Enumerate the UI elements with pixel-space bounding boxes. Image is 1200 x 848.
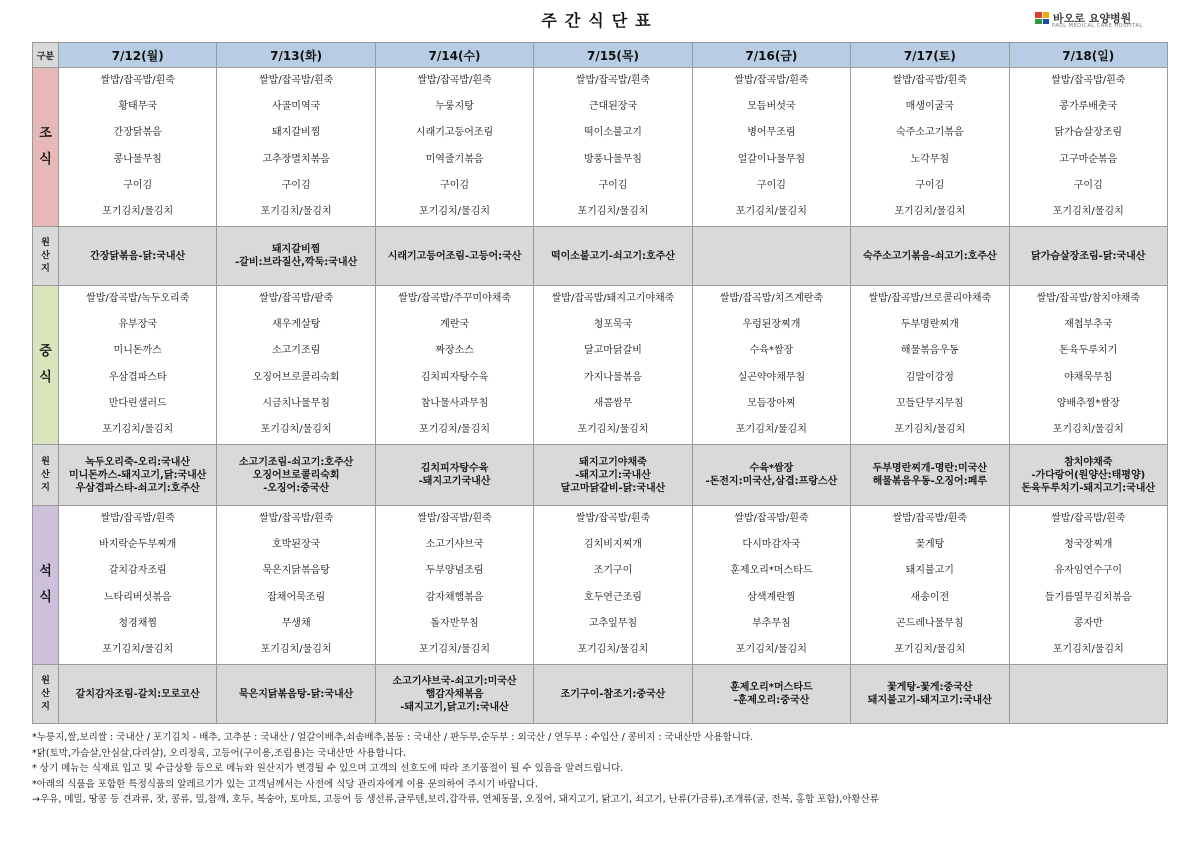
dish-cell <box>375 286 533 445</box>
dish-item: 청국장찌개 <box>1064 539 1113 551</box>
origin-line: -돼지고기:국내산 <box>575 469 651 481</box>
dish-cell <box>692 506 850 665</box>
origin-line: 묵은지닭볶음탕-닭:국내산 <box>238 688 354 700</box>
dish-item: 호두연근조림 <box>583 591 642 603</box>
origin-line: 해물볶음우동-오징어:페루 <box>872 476 988 487</box>
origin-line: 훈제오리*머스타드 <box>730 682 813 693</box>
dish-item: 우삼겹파스타 <box>108 371 167 383</box>
origin-row <box>33 445 1168 506</box>
dish-cell <box>1009 68 1167 227</box>
origin-cell <box>375 445 533 506</box>
origin-line: 참치야채죽 <box>1064 456 1113 468</box>
dish-item: 들기름열무김치볶음 <box>1044 591 1132 603</box>
dish-item: 쌀밥/잡곡밥/흰죽 <box>892 513 967 524</box>
dish-item: 쌀밥/잡곡밥/돼지고기야채죽 <box>551 293 675 304</box>
dish-item: 돌자반무침 <box>430 617 479 629</box>
dish-item: 계란국 <box>440 319 470 331</box>
dish-cell <box>59 506 217 665</box>
dish-item: 삼색계란찜 <box>747 591 796 603</box>
dish-item: 포기김치/물김치 <box>1052 423 1124 435</box>
note-line: *아래의 식품을 포함한 특정식품의 알레르기가 있는 고객님께서는 사전에 식당 관리자에게 이용 문의하여 주시기 바랍니다. <box>32 778 538 790</box>
dish-item: 병어무조림 <box>747 127 796 139</box>
dish-item: 쌀밥/잡곡밥/흰죽 <box>734 513 809 524</box>
origin-label-char: 원 <box>41 456 50 467</box>
meal-label-char: 식 <box>39 152 52 167</box>
dish-item: 쌀밥/잡곡밥/흰죽 <box>575 513 651 524</box>
dish-item: 조기구이 <box>593 565 633 577</box>
dish-item: 만다린샐러드 <box>108 397 167 409</box>
dish-item: 구이김 <box>1073 179 1103 191</box>
corner-label: 구분 <box>33 43 59 68</box>
logo-subtitle: PAUL MEDICAL CARE HOSPITAL <box>1052 23 1143 29</box>
dish-item: 쌀밥/잡곡밥/주꾸미야채죽 <box>398 293 512 304</box>
dish-item: 유자임연수구이 <box>1054 565 1123 577</box>
dish-item: 사골미역국 <box>271 101 321 113</box>
origin-row <box>33 665 1168 724</box>
dish-item: 느타리버섯볶음 <box>103 591 172 603</box>
dish-item: 쌀밥/잡곡밥/흰죽 <box>417 513 492 524</box>
origin-line: 김치피자탕수육 <box>420 463 489 474</box>
meal-row <box>33 286 1168 445</box>
dish-item: 포기김치/물김치 <box>577 205 649 217</box>
dish-item: 포기김치/물김치 <box>735 423 807 435</box>
dish-item: 소고기조림 <box>271 345 321 357</box>
origin-cell <box>534 665 692 724</box>
dish-item: 실곤약야채무침 <box>737 371 806 383</box>
dish-item: 포기김치/물김치 <box>102 643 174 655</box>
origin-label-char: 원 <box>41 675 50 686</box>
dish-cell <box>851 506 1009 665</box>
dish-item: 미니돈까스 <box>113 345 162 357</box>
dish-cell <box>375 68 533 227</box>
origin-line: -돼지고기,닭고기:국내산 <box>400 701 509 713</box>
dish-cell <box>851 286 1009 445</box>
day-header-row <box>33 43 1168 68</box>
dish-item: 고추장멸치볶음 <box>262 153 330 165</box>
meal-row <box>33 68 1168 227</box>
dish-item: 고구마순볶음 <box>1059 153 1118 165</box>
dish-item: 꽃게탕 <box>915 539 945 551</box>
origin-line: 햄감자채볶음 <box>425 688 484 700</box>
origin-cell <box>534 445 692 506</box>
dish-item: 다시마감자국 <box>742 539 801 551</box>
origin-line: 숙주소고기볶음-쇠고기:호주산 <box>862 250 997 262</box>
dish-item: 닭가슴살장조림 <box>1054 127 1123 139</box>
dish-item: 떡이소불고기 <box>583 127 642 139</box>
origin-cell <box>217 445 375 506</box>
dish-cell <box>59 68 217 227</box>
dish-item: 갈치감자조림 <box>108 565 167 577</box>
dish-item: 포기김치/물김치 <box>260 205 332 217</box>
logo-icon <box>1035 12 1049 24</box>
dish-item: 구이김 <box>281 179 311 191</box>
origin-line: 간장닭볶음-닭:국내산 <box>90 250 186 262</box>
dish-cell <box>692 286 850 445</box>
dish-item: 포기김치/물김치 <box>1052 643 1124 655</box>
origin-label-char: 지 <box>41 482 50 493</box>
dish-item: 우렁된장찌개 <box>742 319 801 331</box>
origin-label-char: 지 <box>41 263 50 274</box>
dish-item: 포기김치/물김치 <box>735 205 807 217</box>
origin-cell <box>217 665 375 724</box>
origin-cell <box>59 665 217 724</box>
dish-item: 쌀밥/잡곡밥/흰죽 <box>1051 75 1126 86</box>
dish-item: 구이김 <box>598 179 628 191</box>
origin-label <box>33 665 59 724</box>
meal-label-char: 중 <box>39 344 52 359</box>
origin-line: 소고기조림-쇠고기:호주산 <box>238 456 354 468</box>
dish-item: 쌀밥/잡곡밥/녹두오리죽 <box>86 293 190 304</box>
meal-label <box>33 506 59 665</box>
dish-item: 고추잎무침 <box>588 617 638 629</box>
dish-item: 훈제오리*머스타드 <box>730 565 813 577</box>
dish-item: 누룽지탕 <box>435 101 474 113</box>
dish-item: 청포묵국 <box>593 319 633 331</box>
dish-item: 포기김치/물김치 <box>419 423 491 435</box>
origin-line: 수육*쌈장 <box>749 463 794 474</box>
origin-cell <box>692 227 850 286</box>
dish-item: 쌀밥/잡곡밥/흰죽 <box>100 513 175 524</box>
dish-item: 유부장국 <box>118 319 158 331</box>
dish-item: 포기김치/물김치 <box>577 423 649 435</box>
dish-cell <box>375 506 533 665</box>
dish-item: 김치피자탕수육 <box>420 371 489 383</box>
dish-cell <box>534 506 692 665</box>
dish-item: 쌀밥/잡곡밥/흰죽 <box>258 75 334 86</box>
origin-line: 돼지불고기-돼지고기:국내산 <box>867 695 992 706</box>
origin-cell <box>851 445 1009 506</box>
dish-item: 포기김치/물김치 <box>260 643 332 655</box>
origin-label-char: 원 <box>41 237 50 248</box>
origin-line: -갈비:브라질산,깍둑:국내산 <box>235 257 358 268</box>
dish-item: 달고마닭갈비 <box>583 345 642 357</box>
dish-item: 구이김 <box>440 179 470 191</box>
dish-item: 재첩부추국 <box>1064 319 1113 331</box>
dish-item: 잡채어묵조림 <box>267 591 326 603</box>
dish-item: 쌀밥/잡곡밥/흰죽 <box>258 513 334 524</box>
dish-item: 포기김치/물김치 <box>419 643 491 655</box>
dish-item: 오징어브로콜리숙회 <box>252 371 340 383</box>
dish-item: 김말이강정 <box>905 371 954 383</box>
dish-cell <box>1009 286 1167 445</box>
origin-line: 녹두오리죽-오리:국내산 <box>85 456 191 468</box>
dish-item: 포기김치/물김치 <box>577 643 649 655</box>
origin-line: 돼지고기야채죽 <box>579 456 647 468</box>
origin-line: 우삼겹파스타-쇠고기:호주산 <box>75 482 200 494</box>
dish-item: 간장닭볶음 <box>113 127 162 139</box>
origin-cell <box>1009 445 1167 506</box>
dish-item: 포기김치/물김치 <box>1052 205 1124 217</box>
dish-item: 수육*쌈장 <box>749 345 794 357</box>
dish-item: 쌀밥/잡곡밥/브로콜리야채죽 <box>868 293 992 304</box>
origin-line: -돈전지:미국산,삼겹:프랑스산 <box>705 476 838 487</box>
dish-cell <box>217 506 375 665</box>
dish-item: 새송이전 <box>910 591 950 603</box>
origin-line: -가다랑어(원양산:태평양) <box>1031 469 1146 481</box>
dish-item: 쌀밥/잡곡밥/팥죽 <box>258 293 334 304</box>
dish-item: 바지락순두부찌개 <box>99 539 177 551</box>
origin-line: 조기구이-참조기:중국산 <box>560 688 666 700</box>
meal-row <box>33 506 1168 665</box>
origin-line: -돼지고기국내산 <box>418 476 491 487</box>
meal-label-char: 식 <box>39 590 52 605</box>
weekly-menu-table <box>32 42 1168 724</box>
day-header: 7/18(일) <box>1009 43 1167 68</box>
origin-cell <box>692 445 850 506</box>
origin-cell <box>692 665 850 724</box>
dish-item: 구이김 <box>915 179 945 191</box>
dish-item: 김치비지찌개 <box>583 539 642 551</box>
dish-item: 포기김치/물김치 <box>894 205 966 217</box>
origin-cell <box>1009 665 1167 724</box>
dish-cell <box>217 68 375 227</box>
dish-item: 무생채 <box>281 617 311 629</box>
dish-cell <box>1009 506 1167 665</box>
origin-row <box>33 227 1168 286</box>
dish-item: 구이김 <box>123 179 153 191</box>
dish-item: 구이김 <box>756 179 786 191</box>
note-line: *누룽지,쌀,보리쌀 : 국내산 / 포기김치 - 배추, 고추분 : 국내산 / 얼갈이배추,쇠솜배추,봄동 : 국내산 / 판두부,순두부 : 외국산 / 연두부 : 수입산 / 콩비지 : 국내산만 사용합니다. <box>32 732 754 743</box>
dish-item: 포기김치/물김치 <box>894 423 966 435</box>
origin-line: -훈제오리:중국산 <box>733 695 810 706</box>
dish-item: 포기김치/물김치 <box>260 423 332 435</box>
origin-line: 닭가슴살장조림-닭:국내산 <box>1031 250 1146 262</box>
dish-item: 쌀밥/잡곡밥/흰죽 <box>1051 513 1126 524</box>
note-line: * 상기 메뉴는 식재료 입고 및 수급상황 등으로 메뉴와 원산지가 변경될 수 있으며 고객의 선호도에 따라 조기품절이 될 수 있음을 알려드립니다. <box>32 763 624 774</box>
dish-item: 두부양념조림 <box>425 565 484 577</box>
dish-cell <box>534 68 692 227</box>
dish-item: 포기김치/물김치 <box>102 423 174 435</box>
day-header: 7/12(월) <box>59 43 217 68</box>
day-header: 7/13(화) <box>217 43 375 68</box>
dish-item: 쌀밥/잡곡밥/치즈계란죽 <box>719 293 824 304</box>
origin-line: 돈육두루치기-돼지고기:국내산 <box>1021 482 1156 494</box>
origin-label-char: 산 <box>41 469 50 480</box>
dish-cell <box>692 68 850 227</box>
dish-item: 돼지불고기 <box>905 565 954 577</box>
dish-item: 노각무침 <box>910 153 950 165</box>
origin-line: 갈치감자조림-갈치:모로코산 <box>75 688 200 700</box>
dish-item: 모듬버섯국 <box>747 101 796 113</box>
dish-item: 방풍나물무침 <box>583 153 642 165</box>
dish-item: 곤드레나물무침 <box>896 617 964 629</box>
dish-item: 꼬들단무지무침 <box>896 397 964 409</box>
dish-item: 숙주소고기볶음 <box>896 127 964 139</box>
day-header: 7/15(목) <box>534 43 692 68</box>
day-header: 7/17(토) <box>851 43 1009 68</box>
dish-item: 포기김치/물김치 <box>102 205 174 217</box>
dish-item: 양배추찜*쌈장 <box>1056 397 1120 409</box>
dish-item: 부추무침 <box>752 617 791 629</box>
dish-item: 묵은지닭볶음탕 <box>262 565 330 577</box>
dish-item: 돈육두루치기 <box>1059 345 1118 357</box>
dish-item: 쌀밥/잡곡밥/흰죽 <box>892 75 967 86</box>
dish-item: 새콤쌈무 <box>593 397 633 409</box>
dish-item: 미역줄기볶음 <box>425 153 484 165</box>
origin-cell <box>375 665 533 724</box>
page-title: 주간식단표 <box>541 11 659 30</box>
dish-item: 포기김치/물김치 <box>894 643 966 655</box>
origin-line: 미니돈까스-돼지고기,닭:국내산 <box>68 469 207 481</box>
dish-item: 콩자반 <box>1073 617 1103 629</box>
origin-line: -오징어:중국산 <box>263 482 330 494</box>
dish-item: 참나물사과무침 <box>420 397 489 409</box>
origin-cell <box>217 227 375 286</box>
origin-label <box>33 227 59 286</box>
origin-cell <box>375 227 533 286</box>
meal-label-char: 식 <box>39 370 52 385</box>
dish-item: 콩나물무침 <box>113 153 162 165</box>
dish-item: 호박된장국 <box>271 539 321 551</box>
logo-text: 바오로 요양병원 <box>1053 12 1132 25</box>
origin-cell <box>851 227 1009 286</box>
origin-label-char: 산 <box>41 250 50 261</box>
dish-cell <box>851 68 1009 227</box>
origin-label <box>33 445 59 506</box>
dish-item: 쌀밥/잡곡밥/흰죽 <box>100 75 175 86</box>
dish-item: 돼지갈비찜 <box>271 127 321 139</box>
origin-line: 돼지갈비찜 <box>271 244 321 255</box>
origin-line: 꽃게탕-꽃게:중국산 <box>887 682 973 693</box>
dish-item: 콩가루배춧국 <box>1059 101 1118 113</box>
note-line: *닭(토막,가슴살,안심살,다리살), 오리정육, 고등어(구이용,조림용)는 국내산만 사용합니다. <box>32 747 406 759</box>
dish-item: 쌀밥/잡곡밥/흰죽 <box>575 75 651 86</box>
dish-item: 얼갈이나물무침 <box>737 153 806 165</box>
dish-item: 소고기샤브국 <box>425 539 484 551</box>
dish-cell <box>59 286 217 445</box>
dish-item: 쌀밥/잡곡밥/흰죽 <box>734 75 809 86</box>
meal-label <box>33 68 59 227</box>
day-header: 7/14(수) <box>375 43 533 68</box>
dish-item: 황태무국 <box>118 101 158 113</box>
notes <box>32 730 1172 808</box>
meal-label-char: 석 <box>39 564 52 579</box>
origin-cell <box>59 227 217 286</box>
origin-cell <box>1009 227 1167 286</box>
meal-label-char: 조 <box>39 126 52 141</box>
dish-item: 포기김치/물김치 <box>735 643 807 655</box>
origin-cell <box>851 665 1009 724</box>
dish-item: 짜장소스 <box>435 345 474 357</box>
origin-line: 떡이소불고기-쇠고기:호주산 <box>550 250 676 262</box>
dish-item: 감자채햄볶음 <box>425 591 484 603</box>
dish-cell <box>217 286 375 445</box>
dish-item: 가지나물볶음 <box>583 371 642 383</box>
dish-item: 새우게살탕 <box>271 319 321 331</box>
dish-item: 시금치나물무침 <box>262 397 330 409</box>
origin-cell <box>59 445 217 506</box>
origin-line: 두부명란찌개-명란:미국산 <box>872 463 988 474</box>
dish-cell <box>534 286 692 445</box>
dish-item: 쌀밥/잡곡밥/흰죽 <box>417 75 492 86</box>
dish-item: 야채묵무침 <box>1064 371 1113 383</box>
origin-line: 달고마닭갈비-닭:국내산 <box>560 482 666 494</box>
day-header: 7/16(금) <box>692 43 850 68</box>
origin-label-char: 산 <box>41 688 50 699</box>
origin-line: 소고기샤브국-쇠고기:미국산 <box>392 675 517 687</box>
dish-item: 매생이굴국 <box>905 101 954 113</box>
origin-cell <box>534 227 692 286</box>
dish-item: 청경채찜 <box>118 617 158 629</box>
dish-item: 포기김치/물김치 <box>419 205 491 217</box>
meal-label <box>33 286 59 445</box>
dish-item: 근대된장국 <box>588 101 638 113</box>
dish-item: 두부명란찌개 <box>900 319 959 331</box>
origin-line: 오징어브로콜리숙회 <box>252 469 340 481</box>
origin-line: 시래기고등어조림-고등어:국산 <box>387 250 522 262</box>
dish-item: 시래기고등어조림 <box>415 127 494 139</box>
dish-item: 쌀밥/잡곡밥/참치야채죽 <box>1036 293 1140 304</box>
note-line: →우유, 메밀, 땅콩 등 견과류, 잣, 콩류, 밀,참깨, 호두, 복숭아, 토마토, 고등어 등 생선류,글루텐,보리,갑각류, 연체동물, 오징어, 돼지고기, 닭고기, 쇠고기, 난류(가금류),조개류(굴, 전복, 홍합 포함),아황산류 <box>32 794 879 805</box>
dish-item: 해물볶음우동 <box>900 345 959 357</box>
origin-label-char: 지 <box>41 701 50 712</box>
dish-item: 모듬장아찌 <box>747 397 796 409</box>
